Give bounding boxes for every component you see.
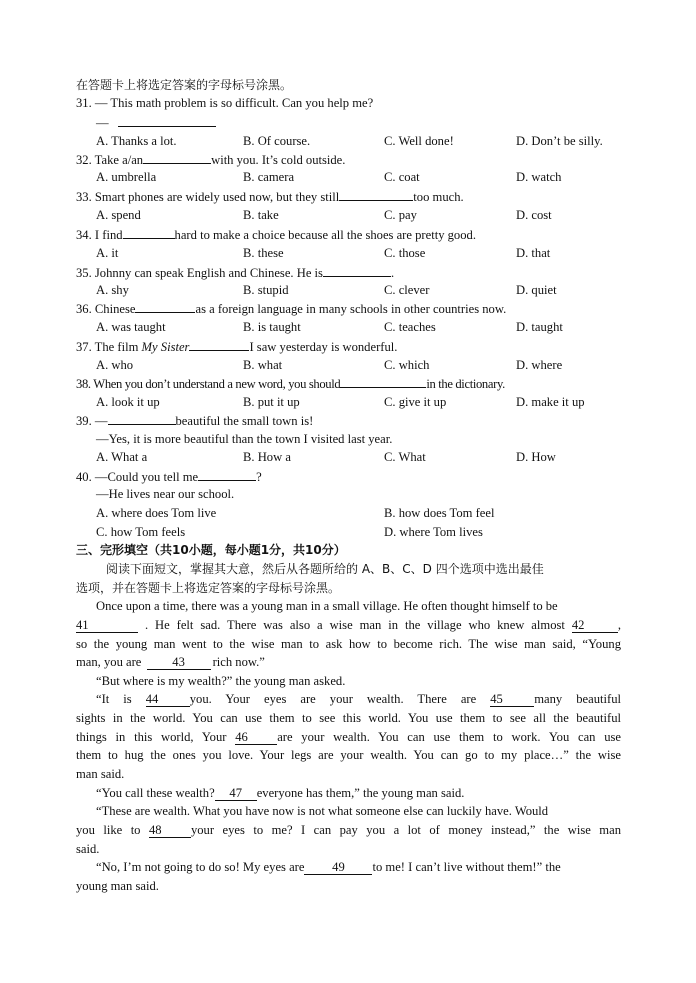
question-text-post: I saw yesterday is wonderful. [249,340,398,354]
question-number: 32. [76,153,92,167]
answer-blank[interactable] [118,114,216,127]
passage-line: things in this world, Your 46 are your wealth. You can use them to work. You can use [76,730,621,744]
blank-45[interactable]: 45 [490,692,534,707]
option-c[interactable]: C. pay [384,208,417,222]
option-a[interactable]: A. What a [96,450,148,464]
option-a[interactable]: A. umbrella [96,170,157,184]
passage-line: 41 . He felt sad. There was also a wise man in the village who knew almost 42 , [76,618,621,632]
option-b[interactable]: B. take [243,208,279,222]
question-text-post: too much. [413,190,464,204]
question-text: — This math problem is so difficult. Can you help me? [94,96,374,110]
question-text-post: with you. It’s cold outside. [211,153,346,167]
answer-blank[interactable] [198,468,256,481]
option-c[interactable]: C. What [384,450,426,464]
option-d[interactable]: D. taught [516,320,563,334]
question-33 [76,188,464,205]
question-text-pre: When you don’t understand a new word, you should [93,377,341,391]
option-c[interactable]: C. which [384,358,430,372]
instruction-line: 在答题卡上将选定答案的字母标号涂黑。 [76,78,293,92]
passage-line: “But where is my wealth?” the young man asked. [96,674,346,688]
blank-43[interactable]: 43 [147,655,211,670]
question-31-answer-line [96,114,216,131]
passage-line: man said. [76,767,125,781]
passage-line: “No, I’m not going to do so! My eyes are 49 to me! I can’t live without them!” the [96,860,561,874]
question-number: 35. [76,266,92,280]
question-39 [76,412,313,429]
question-text-post: . [390,266,395,280]
option-d[interactable]: D. Don’t be silly. [516,134,603,148]
option-d[interactable]: D. watch [516,170,562,184]
question-35 [76,264,394,281]
option-d[interactable]: D. that [516,246,551,260]
option-a[interactable]: A. shy [96,283,129,297]
question-number: 38. [76,377,91,391]
answer-blank[interactable] [340,375,426,388]
passage-line: man, you are 43 rich now.” [76,655,265,669]
question-text-pre: —Could you tell me [94,470,199,484]
question-text-post: ? [256,470,262,484]
answer-blank[interactable] [135,300,195,313]
question-number: 36. [76,302,92,316]
section-instruction-cont: 选项，并在答题卡上将选定答案的字母标号涂黑。 [76,581,341,595]
blank-48[interactable]: 48 [149,823,191,838]
blank-46[interactable]: 46 [235,730,277,745]
question-text-post: hard to make a choice because all the shoes are pretty good. [174,228,476,242]
passage-line: sights in the world. You can use them to see this world. You use them to see all the beautiful [76,711,621,725]
passage-line: Once upon a time, there was a young man in a small village. He often thought himself to be [96,599,558,613]
passage-line: “It is 44 you. Your eyes are your wealth. There are 45 many beautiful [96,692,621,706]
question-text-pre: Johnny can speak English and Chinese. He is [94,266,323,280]
option-b[interactable]: B. these [243,246,284,260]
passage-line: said. [76,842,100,856]
blank-49[interactable]: 49 [304,860,372,875]
passage-line: “These are wealth. What you have now is not what someone else can luckily have. Would [96,804,549,818]
answer-blank[interactable] [108,412,176,425]
option-c[interactable]: C. how Tom feels [96,525,186,539]
answer-blank[interactable] [143,151,211,164]
dash: — [96,116,109,130]
option-d[interactable]: D. make it up [516,395,585,409]
option-a[interactable]: A. who [96,358,134,372]
option-b[interactable]: B. how does Tom feel [384,506,495,520]
question-31 [76,95,373,111]
question-number: 31. [76,96,92,110]
question-40-reply: —He lives near our school. [96,487,235,501]
option-a[interactable]: A. Thanks a lot. [96,134,177,148]
question-text-pre: The film [94,340,142,354]
question-40 [76,468,262,485]
option-c[interactable]: C. Well done! [384,134,454,148]
question-text-pre: Chinese [94,302,136,316]
passage-line: “You call these wealth? 47 everyone has them,” the young man said. [96,786,465,800]
section-heading: 三、完形填空（共10小题，每小题1分，共10分） [76,543,346,557]
answer-blank[interactable] [323,264,391,277]
option-d[interactable]: D. where Tom lives [384,525,483,539]
option-c[interactable]: C. those [384,246,426,260]
option-d[interactable]: D. quiet [516,283,557,297]
option-b[interactable]: B. How a [243,450,291,464]
question-36 [76,300,506,317]
blank-42[interactable]: 42 [572,618,618,633]
option-d[interactable]: D. How [516,450,556,464]
blank-44[interactable]: 44 [146,692,190,707]
passage-line: so the young man went to the wise man to ask how to become rich. The wise man said, “Young [76,637,621,651]
option-b[interactable]: B. what [243,358,283,372]
question-number: 34. [76,228,92,242]
option-c[interactable]: C. clever [384,283,430,297]
option-a[interactable]: A. look it up [96,395,160,409]
option-a[interactable]: A. was taught [96,320,166,334]
option-c[interactable]: C. give it up [384,395,447,409]
question-text-pre: Take a/an [94,153,144,167]
option-b[interactable]: B. put it up [243,395,300,409]
option-c[interactable]: C. teaches [384,320,436,334]
question-text-pre: I find [94,228,123,242]
answer-blank[interactable] [123,226,175,239]
question-number: 39. [76,414,92,428]
option-b[interactable]: B. stupid [243,283,289,297]
passage-line: you like to 48 your eyes to me? I can pay you a lot of money instead,” the wise man [76,823,621,837]
question-37 [76,338,397,355]
question-34 [76,226,476,243]
passage-line: young man said. [76,879,159,893]
blank-41[interactable]: 41 [76,618,138,633]
option-a[interactable]: A. where does Tom live [96,506,217,520]
question-32 [76,151,345,168]
option-c[interactable]: C. coat [384,170,420,184]
option-a[interactable]: A. spend [96,208,141,222]
option-d[interactable]: D. where [516,358,563,372]
question-number: 33. [76,190,92,204]
question-38 [76,375,505,392]
answer-blank[interactable] [339,188,413,201]
question-text-pre: Smart phones are widely used now, but they still [94,190,340,204]
question-text-post: beautiful the small town is! [175,414,314,428]
question-text-post: in the dictionary. [426,377,505,391]
question-text-pre: — [94,414,108,428]
option-d[interactable]: D. cost [516,208,552,222]
blank-47[interactable]: 47 [215,786,257,801]
passage-line: them to hug the ones you love. Your legs are your wealth. You can go to my place…” the wise [76,748,621,762]
answer-blank[interactable] [189,338,249,351]
film-title: My Sister [141,340,190,354]
question-number: 40. [76,470,92,484]
section-instruction: 阅读下面短文，掌握其大意，然后从各题所给的 A、B、C、D 四个选项中选出最佳 [106,562,544,576]
option-a[interactable]: A. it [96,246,119,260]
question-39-reply: —Yes, it is more beautiful than the town I visited last year. [96,432,393,446]
option-b[interactable]: B. camera [243,170,295,184]
question-number: 37. [76,340,92,354]
option-b[interactable]: B. is taught [243,320,301,334]
option-b[interactable]: B. Of course. [243,134,311,148]
question-text-post: as a foreign language in many schools in other countries now. [195,302,507,316]
